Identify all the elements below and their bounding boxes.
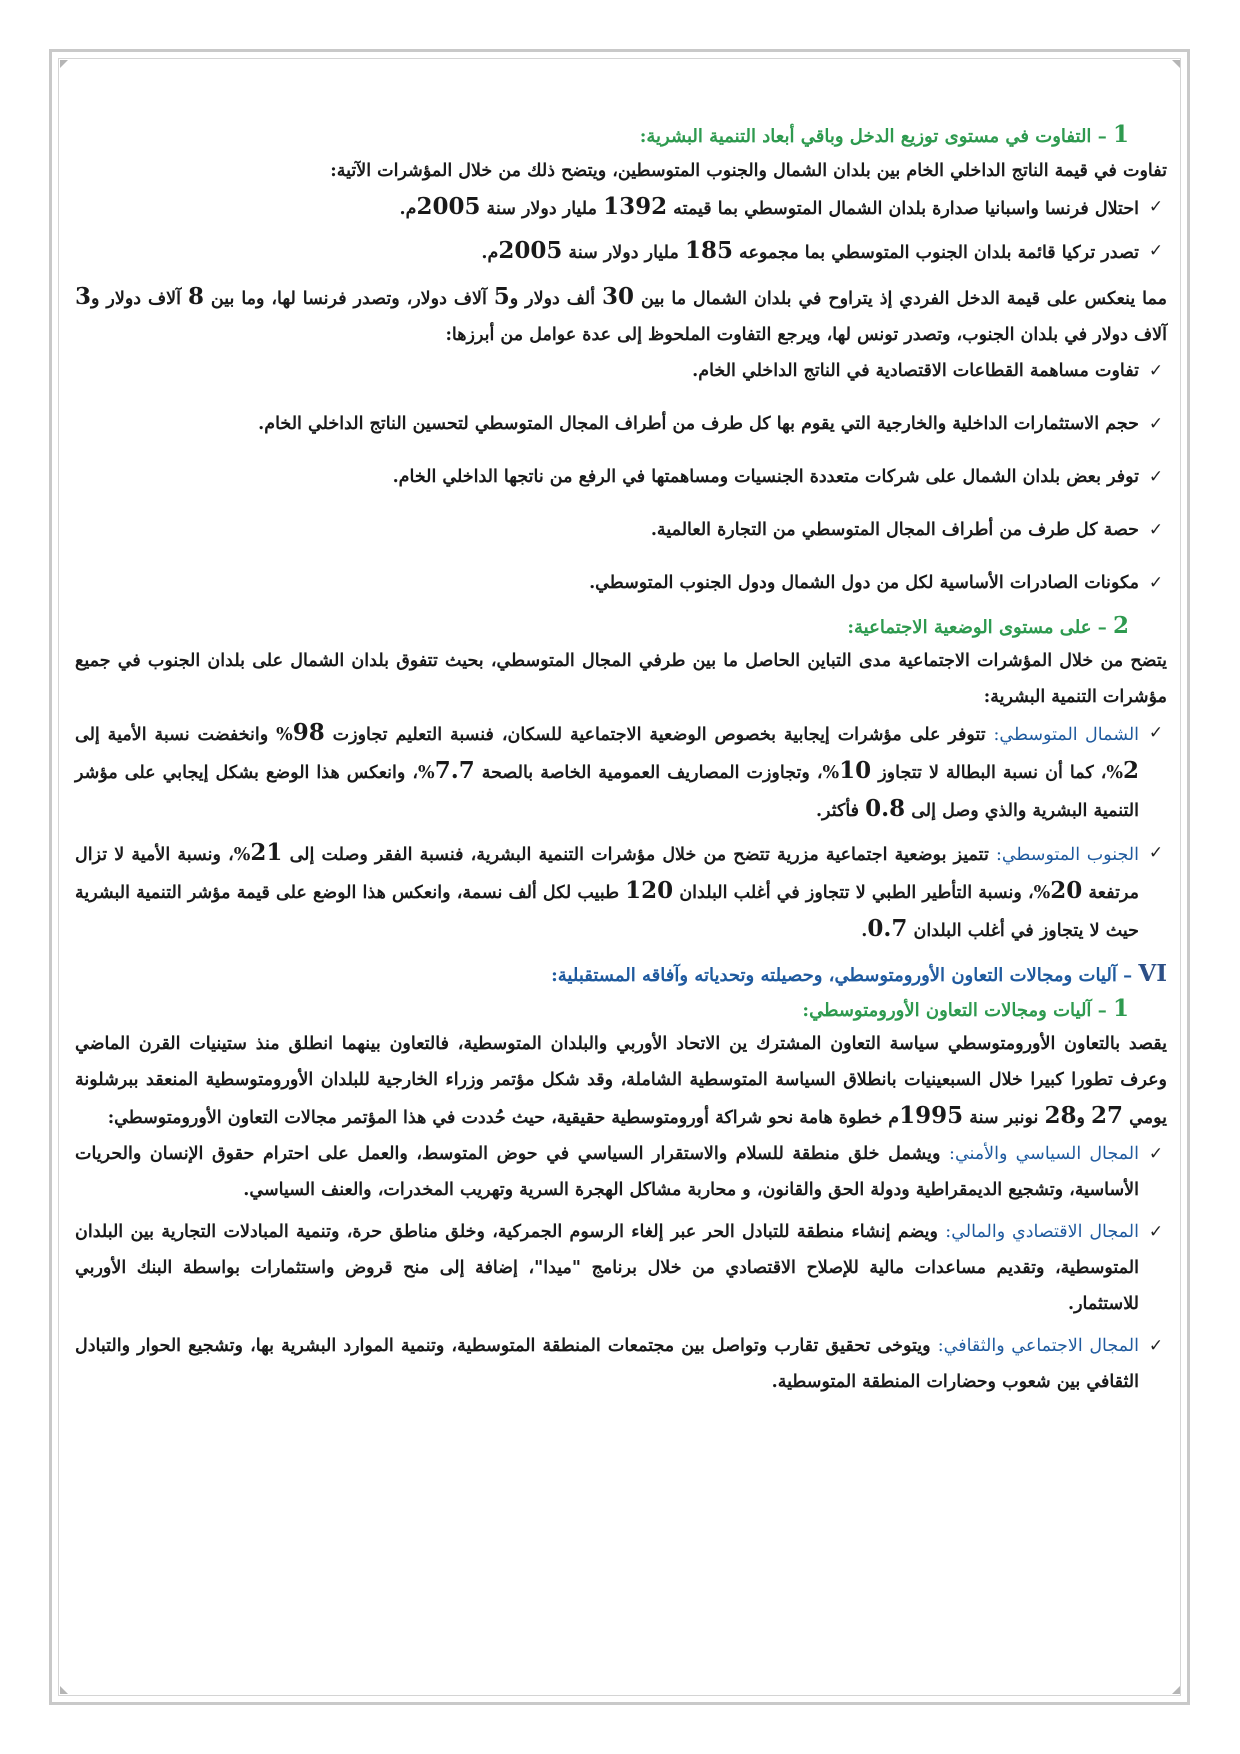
text: آلاف دولار، وتصدر فرنسا لها، وما بين bbox=[203, 288, 494, 309]
value: 0.7 bbox=[867, 915, 908, 942]
value: 10 bbox=[839, 757, 872, 784]
value: 8 bbox=[187, 282, 204, 310]
value: 7.7 bbox=[434, 757, 475, 784]
list-item bbox=[75, 512, 1167, 548]
text: و bbox=[1076, 1108, 1092, 1128]
text: تتوفر على مؤشرات إيجابية بخصوص الوضعية الاجتماعية للسكان، فنسبة التعليم تجاوزت bbox=[324, 725, 994, 745]
value: 30 bbox=[602, 282, 635, 310]
text: مليار دولار سنة bbox=[562, 242, 685, 263]
heading-number: 1 bbox=[1112, 121, 1129, 148]
text: آلاف دولار و bbox=[91, 288, 188, 309]
heading-number: VI bbox=[1138, 960, 1167, 987]
text: حصة كل طرف من أطراف المجال المتوسطي من التجارة العالمية. bbox=[650, 519, 1139, 540]
value: 21 bbox=[250, 839, 283, 866]
text: طبيب لكل ألف نسمة، وانعكس هذا الوضع على قيمة مؤشر التنمية البشرية حيث لا يتجاوز في أغلب البلدان bbox=[75, 883, 1139, 941]
text: مليار دولار سنة bbox=[480, 198, 604, 219]
text: م. bbox=[481, 242, 499, 263]
corner-ornament bbox=[1172, 60, 1180, 68]
text: تتميز بوضعية اجتماعية مزرية تتضح من خلال مؤشرات التنمية البشرية، فنسبة الفقر وصلت إلى bbox=[282, 845, 996, 865]
term-label: المجال الاقتصادي والمالي: bbox=[945, 1222, 1139, 1242]
value: 5 bbox=[493, 282, 510, 310]
checkmark-icon: ✓ bbox=[1148, 1336, 1164, 1356]
value: 1995 bbox=[899, 1102, 964, 1129]
list-item-south bbox=[75, 835, 1167, 949]
text: حجم الاستثمارات الداخلية والخارجية التي يقوم بها كل طرف من أطراف المجال المتوسطي لتحسين الناتج الداخلي الخام. bbox=[258, 413, 1139, 434]
heading-number: 1 bbox=[1112, 994, 1129, 1022]
text: . bbox=[861, 921, 868, 941]
text: تصدر تركيا قائمة بلدان الجنوب المتوسطي بما مجموعه bbox=[732, 242, 1139, 263]
cooperation-fields-list bbox=[75, 1136, 1167, 1400]
term-label: الشمال المتوسطي: bbox=[993, 725, 1140, 745]
list-item bbox=[75, 1328, 1167, 1400]
heading-text: – آليات ومجالات التعاون الأورومتوسطي، وحصيلته وتحدياته وآفاقه المستقبلية: bbox=[551, 965, 1133, 986]
value: 28 bbox=[1044, 1102, 1077, 1129]
value: 2 bbox=[1122, 757, 1139, 784]
checkmark-icon: ✓ bbox=[1148, 466, 1164, 487]
s1-income-paragraph bbox=[75, 279, 1167, 353]
list-item bbox=[75, 189, 1167, 227]
value: 2005 bbox=[498, 236, 563, 264]
list-item bbox=[75, 1214, 1167, 1322]
text: احتلال فرنسا واسبانيا صدارة بلدان الشمال المتوسطي بما قيمته bbox=[667, 198, 1139, 219]
checkmark-icon: ✓ bbox=[1148, 519, 1164, 540]
checkmark-icon: ✓ bbox=[1148, 413, 1164, 434]
term-label: المجال السياسي والأمني: bbox=[949, 1144, 1139, 1164]
s1-factors-list bbox=[75, 353, 1167, 601]
heading-text: – على مستوى الوضعية الاجتماعية: bbox=[847, 616, 1107, 638]
list-item bbox=[75, 565, 1167, 601]
text: مكونات الصادرات الأساسية لكل من دول الشمال ودول الجنوب المتوسطي. bbox=[589, 572, 1139, 593]
text: مما ينعكس على قيمة الدخل الفردي إذ يتراوح في بلدان الشمال ما بين bbox=[634, 288, 1168, 309]
corner-ornament bbox=[1172, 1686, 1180, 1694]
text: تفاوت مساهمة القطاعات الاقتصادية في الناتج الداخلي الخام. bbox=[692, 360, 1139, 381]
value: 185 bbox=[684, 236, 733, 264]
text: %، ونسبة الأمية لا تزال مرتفعة bbox=[75, 845, 1139, 903]
value: 20 bbox=[1050, 877, 1083, 904]
value: 27 bbox=[1091, 1102, 1124, 1129]
checkmark-icon: ✓ bbox=[1148, 196, 1164, 217]
value: 120 bbox=[625, 877, 674, 904]
value: 0.8 bbox=[865, 795, 906, 822]
text: %، وانعكس هذا الوضع بشكل إيجابي على مؤشر التنمية البشرية والذي وصل إلى bbox=[75, 763, 1139, 821]
text: %، وتجاوزت المصاريف العمومية الخاصة بالصحة bbox=[474, 763, 840, 783]
heading-number: 2 bbox=[1112, 611, 1129, 639]
text: ويشمل خلق منطقة للسلام والاستقرار السياسي في حوض المتوسط، والعمل على احترام حقوق الإنسان والحريات الأساسية، وتشجيع الديمقراطية ودولة الحق والقانون، و محاربة مشاكل الهجرة السرية وتهريب المخدرات، والعنف السياسي. bbox=[75, 1144, 1139, 1200]
text: نونبر سنة bbox=[963, 1108, 1045, 1128]
checkmark-icon: ✓ bbox=[1148, 572, 1164, 593]
heading-text: – آليات ومجالات التعاون الأورومتوسطي: bbox=[802, 999, 1107, 1021]
checkmark-icon: ✓ bbox=[1148, 1144, 1164, 1164]
section-1-heading bbox=[75, 118, 1167, 153]
text: م. bbox=[399, 198, 417, 219]
value: 3 bbox=[75, 282, 92, 310]
text: %، ونسبة التأطير الطبي لا تتجاوز في أغلب البلدان bbox=[673, 883, 1051, 903]
term-label: المجال الاجتماعي والثقافي: bbox=[937, 1336, 1139, 1356]
section-2-heading bbox=[75, 609, 1167, 644]
text: م خطوة هامة نحو شراكة أورومتوسطية حقيقية، حيث حُددت في هذا المؤتمر مجالات التعاون الأورومتوسطي: bbox=[107, 1108, 900, 1128]
value: 98 bbox=[292, 719, 325, 746]
s2-intro: يتضح من خلال المؤشرات الاجتماعية مدى التباين الحاصل ما بين طرفي المجال المتوسطي، بحيث تتفوق بلدان الشمال على بلدان الجنوب في جميع مؤشرات التنمية البشرية: bbox=[75, 651, 1167, 707]
text: %، كما أن نسبة البطالة لا تتجاوز bbox=[871, 763, 1123, 783]
s2-list bbox=[75, 715, 1167, 949]
s1-bullet-list bbox=[75, 189, 1167, 271]
list-item bbox=[75, 406, 1167, 442]
checkmark-icon: ✓ bbox=[1148, 360, 1164, 381]
checkmark-icon: ✓ bbox=[1148, 1222, 1164, 1242]
corner-ornament bbox=[60, 60, 68, 68]
document-body bbox=[75, 118, 1167, 1408]
text: ويتوخى تحقيق تقارب وتواصل بين مجتمعات المنطقة المتوسطية، وتنمية الموارد البشرية بها، وتشجيع الحوار والتبادل الثقافي بين شعوب وحضارات المنطقة المتوسطية. bbox=[75, 1336, 1139, 1392]
checkmark-icon: ✓ bbox=[1148, 240, 1164, 261]
text: يقصد بالتعاون الأورومتوسطي سياسة التعاون المشترك ين الاتحاد الأوربي والبلدان المتوسطية، فالتعاون بينهما انطلق منذ ستينيات القرن الماضي وعرف تطورا كبيرا خلال السبعينيات بانطلاق السياسة المتوسطية الشاملة، وقد شكل مؤتمر وزراء الخارجية للبلدان الأورومتوسطية المنعقد ببرشلونة يومي bbox=[75, 1034, 1167, 1128]
corner-ornament bbox=[60, 1686, 68, 1694]
vi1-paragraph bbox=[75, 1026, 1167, 1136]
list-item bbox=[75, 1136, 1167, 1208]
value: 1392 bbox=[603, 192, 668, 220]
list-item bbox=[75, 233, 1167, 271]
checkmark-icon: ✓ bbox=[1148, 723, 1164, 743]
checkmark-icon: ✓ bbox=[1148, 843, 1164, 863]
list-item bbox=[75, 353, 1167, 389]
section-vi-1-heading bbox=[75, 992, 1167, 1027]
heading-text: – التفاوت في مستوى توزيع الدخل وباقي أبعاد التنمية البشرية: bbox=[639, 126, 1107, 147]
value: 2005 bbox=[416, 192, 481, 220]
list-item bbox=[75, 459, 1167, 495]
text: توفر بعض بلدان الشمال على شركات متعددة الجنسيات ومساهمتها في الرفع من ناتجها الداخلي الخام. bbox=[392, 466, 1139, 487]
list-item-north bbox=[75, 715, 1167, 829]
text: % وانخفضت نسبة الأمية إلى bbox=[75, 725, 293, 745]
s1-intro: تفاوت في قيمة الناتج الداخلي الخام بين بلدان الشمال والجنوب المتوسطين، ويتضح ذلك من خلال المؤشرات الآتية: bbox=[330, 160, 1167, 181]
text: ألف دولار و bbox=[509, 288, 603, 309]
text: آلاف دولار في بلدان الجنوب، وتصدر تونس لها، ويرجع التفاوت الملحوظ إلى عدة عوامل من أبرزها: bbox=[445, 324, 1167, 345]
term-label: الجنوب المتوسطي: bbox=[995, 845, 1139, 865]
text: ويضم إنشاء منطقة للتبادل الحر عبر إلغاء الرسوم الجمركية، وخلق مناطق حرة، وتنمية المبادلات التجارية بين البلدان المتوسطية، وتقديم مساعدات مالية للإصلاح الاقتصادي من خلال برنامج "ميدا"، إضافة إلى منح قروض واستثمارات بواسطة البنك الأوربي للاستثمار. bbox=[75, 1222, 1139, 1314]
section-vi-heading bbox=[75, 957, 1167, 992]
text: فأكثر. bbox=[815, 801, 866, 821]
